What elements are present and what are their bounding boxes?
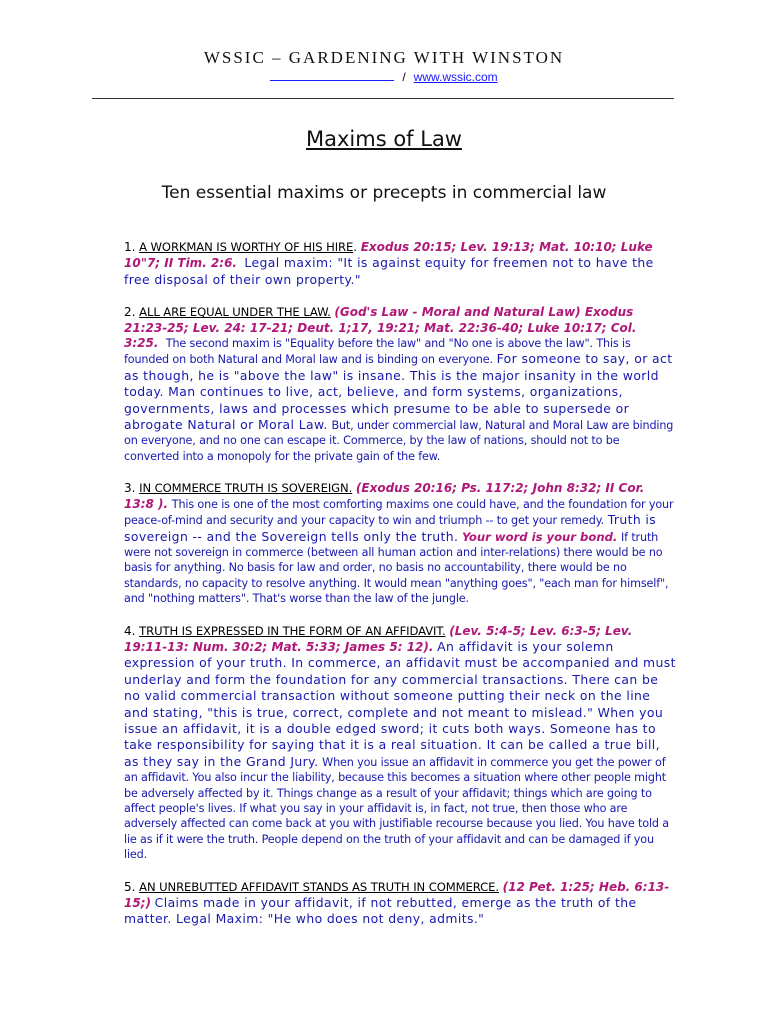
maxim-2-body-a: The second maxim is "Equality before the law" and "No one is above the law". This is founded on both Natural and Moral law and is binding on everyone. (124, 337, 631, 367)
maxim-2-reference: (God's Law - Moral and Natural Law) Exodus 21:23-25; Lev. 24: 17-21; Deut. 1;17, 19:21; Mat. 22:36-40; Luke 10:17; Col. 3:25. (124, 305, 637, 351)
maxim-1-reference: Exodus 20:15; Lev. 19:13; Mat. 10:10; Luke 10"7; II Tim. 2:6. (124, 240, 653, 271)
header-links (0, 70, 768, 84)
header-divider (92, 98, 674, 99)
maxim-4-heading: TRUTH IS EXPRESSED IN THE FORM OF AN AFFIDAVIT. (139, 623, 446, 638)
maxims-list (124, 240, 678, 945)
maxim-5: 5. AN UNREBUTTED AFFIDAVIT STANDS AS TRUTH IN COMMERCE. (12 Pet. 1:25; Heb. 6:13-15;) Claims made in your affidavit, if not rebutted, emerge as the truth of the matter. Legal Maxim: "He who does not deny, admits." (124, 879, 670, 927)
maxim-1: 1. A WORKMAN IS WORTHY OF HIS HIRE. Exodus 20:15; Lev. 19:13; Mat. 10:10; Luke 10"7; II Tim. 2:6. Legal maxim: "It is against equity for freemen not to have the free disposal of their own property." (124, 240, 654, 287)
maxim-4-body-a: An affidavit is your solemn expression of your truth. In commerce, an affidavit must be accompanied and must underlay and form the foundation for any commercial transactions. There can be no valid commercial transaction without someone putting their neck on the line and stating, "this is true, correct, complete and not meant to mislead." When you issue an affidavit, it is a double edged sword; it cuts both ways. Someone has to take responsibility for saying that it is a real situation. It can be called a true bill, as they say in the Grand Jury. (124, 638, 676, 769)
page-subtitle: Ten essential maxims or precepts in commercial law (161, 183, 607, 203)
maxim-3-body-a: This one is one of the most comforting maxims one could have, and the foundation for your peace-of-mind and security and your capacity to win and triumph -- to get your remedy. (124, 497, 674, 528)
maxim-3-reference: (Exodus 20:16; Ps. 117:2; John 8:32; II Cor. 13:8 ). (124, 481, 645, 511)
site-link[interactable]: www.wssic.com (413, 70, 498, 84)
maxim-2: 2. ALL ARE EQUAL UNDER THE LAW. (God's Law - Moral and Natural Law) Exodus 21:23-25; Lev. 24: 17-21; Deut. 1;17, 19:21; Mat. 22:36-40; Luke 10:17; Col. 3:25. The second maxim is "Equality before the law" and "No one is above the law". This is founded on both Natural and Moral law and is binding on everyone. For someone to say, or act as though, he is "above the law" is insane. This is the major insanity in the world today. Man continues to live, act, believe, and form systems, organizations, governments, laws and processes which presume to be able to supersede or abrogate Natural or Moral Law. But, under commercial law, Natural and Moral Law are binding on everyone, and no one can escape it. Commerce, by the law of nations, should not to be converted into a monopoly for the private gain of the few. (124, 305, 674, 463)
blank-link[interactable] (270, 70, 394, 81)
page-title: Maxims of Law (306, 127, 462, 151)
maxim-2-heading: ALL ARE EQUAL UNDER THE LAW. (139, 305, 331, 320)
maxim-3-heading: IN COMMERCE TRUTH IS SOVEREIGN. (139, 481, 353, 496)
maxim-2-body-c: But, under commercial law, Natural and Moral Law are binding on everyone, and no one can escape it. Commerce, by the law of nations, should not to be converted into a monopoly for the private gain of the few. (124, 419, 674, 463)
maxim-4-reference: (Lev. 5:4-5; Lev. 6:3-5; Lev. 19:11-13: Num. 30:2; Mat. 5:33; James 5: 12). (124, 623, 633, 654)
maxim-3-body-c: If truth were not sovereign in commerce (between all human action and inter-relations) there would be no basis for anything. No basis for law and order, no basis no accountability, there would be no standards, no capacity to resolve anything. It would mean "anything goes", "each man for himself", and "nothing matters". That's worse than the law of the jungle. (124, 530, 669, 606)
maxim-4: 4. TRUTH IS EXPRESSED IN THE FORM OF AN AFFIDAVIT. (Lev. 5:4-5; Lev. 6:3-5; Lev. 19:11-13: Num. 30:2; Mat. 5:33; James 5: 12). An affidavit is your solemn expression of your truth. In commerce, an affidavit must be accompanied and must underlay and form the foundation for any commercial transactions. There can be no valid commercial transaction without someone putting their neck on the line and stating, "this is true, correct, complete and not meant to mislead." When you issue an affidavit, it is a double edged sword; it cuts both ways. Someone has to take responsibility for saying that it is a real situation. It can be called a true bill, as they say in the Grand Jury. When you issue an affidavit in commerce you get the power of an affidavit. You also incur the liability, because this becomes a situation where other people might be adversely affected by it. Things change as a result of your affidavit; things which are going to affect people's lives. If what you say in your affidavit is, in fact, not true, then those who are adversely affected can come back at you with justifiable recourse because you lied. You have told a lie as if it were the truth. People depend on the truth of your affidavit and can be damaged if you lied. (124, 623, 676, 862)
header-title: WSSIC – GARDENING WITH WINSTON (203, 48, 565, 67)
maxim-3-body-b: Truth is sovereign -- and the Sovereign tells only the truth. (124, 512, 657, 544)
link-separator: / (402, 70, 406, 84)
maxim-1-heading: A WORKMAN IS WORTHY OF HIS HIRE (139, 240, 354, 254)
maxim-2-body-b: For someone to say, or act as though, he is "above the law" is insane. This is the major insanity in the world today. Man continues to live, act, believe, and form systems, organizations, governments, laws and processes which presume to be able to supersede or abrogate Natural or Moral Law. (124, 351, 673, 433)
maxim-1-body: Legal maxim: "It is against equity for freemen not to have the free disposal of their own property." (124, 255, 654, 287)
maxim-5-reference: (12 Pet. 1:25; Heb. 6:13-15;) (124, 879, 670, 911)
maxim-3-emphasis: Your word is your bond. (462, 529, 618, 544)
maxim-5-heading: AN UNREBUTTED AFFIDAVIT STANDS AS TRUTH IN COMMERCE. (139, 879, 499, 894)
maxim-5-body: Claims made in your affidavit, if not rebutted, emerge as the truth of the matter. Legal Maxim: "He who does not deny, admits." (124, 895, 637, 927)
maxim-3: 3. IN COMMERCE TRUTH IS SOVEREIGN. (Exodus 20:16; Ps. 117:2; John 8:32; II Cor. 13:8 ). This one is one of the most comforting maxims one could have, and the foundation for your peace-of-mind and security and your capacity to win and triumph -- to get your remedy. Truth is sovereign -- and the Sovereign tells only the truth. Your word is your bond. If truth were not sovereign in commerce (between all human action and inter-relations) there would be no basis for anything. No basis for law and order, no basis no accountability, there would be no standards, no capacity to resolve anything. It would mean "anything goes", "each man for himself", and "nothing matters". That's worse than the law of the jungle. (124, 481, 674, 606)
maxim-4-body-b: When you issue an affidavit in commerce you get the power of an affidavit. You also incur the liability, because this becomes a situation where other people might be adversely affected by it. Things change as a result of your affidavit; things which are going to affect people's lives. If what you say in your affidavit is, in fact, not true, then those who are adversely affected can come back at you with justifiable recourse because you lied. You have told a lie as if it were the truth. People depend on the truth of your affidavit and can be damaged if you lied. (124, 755, 669, 862)
